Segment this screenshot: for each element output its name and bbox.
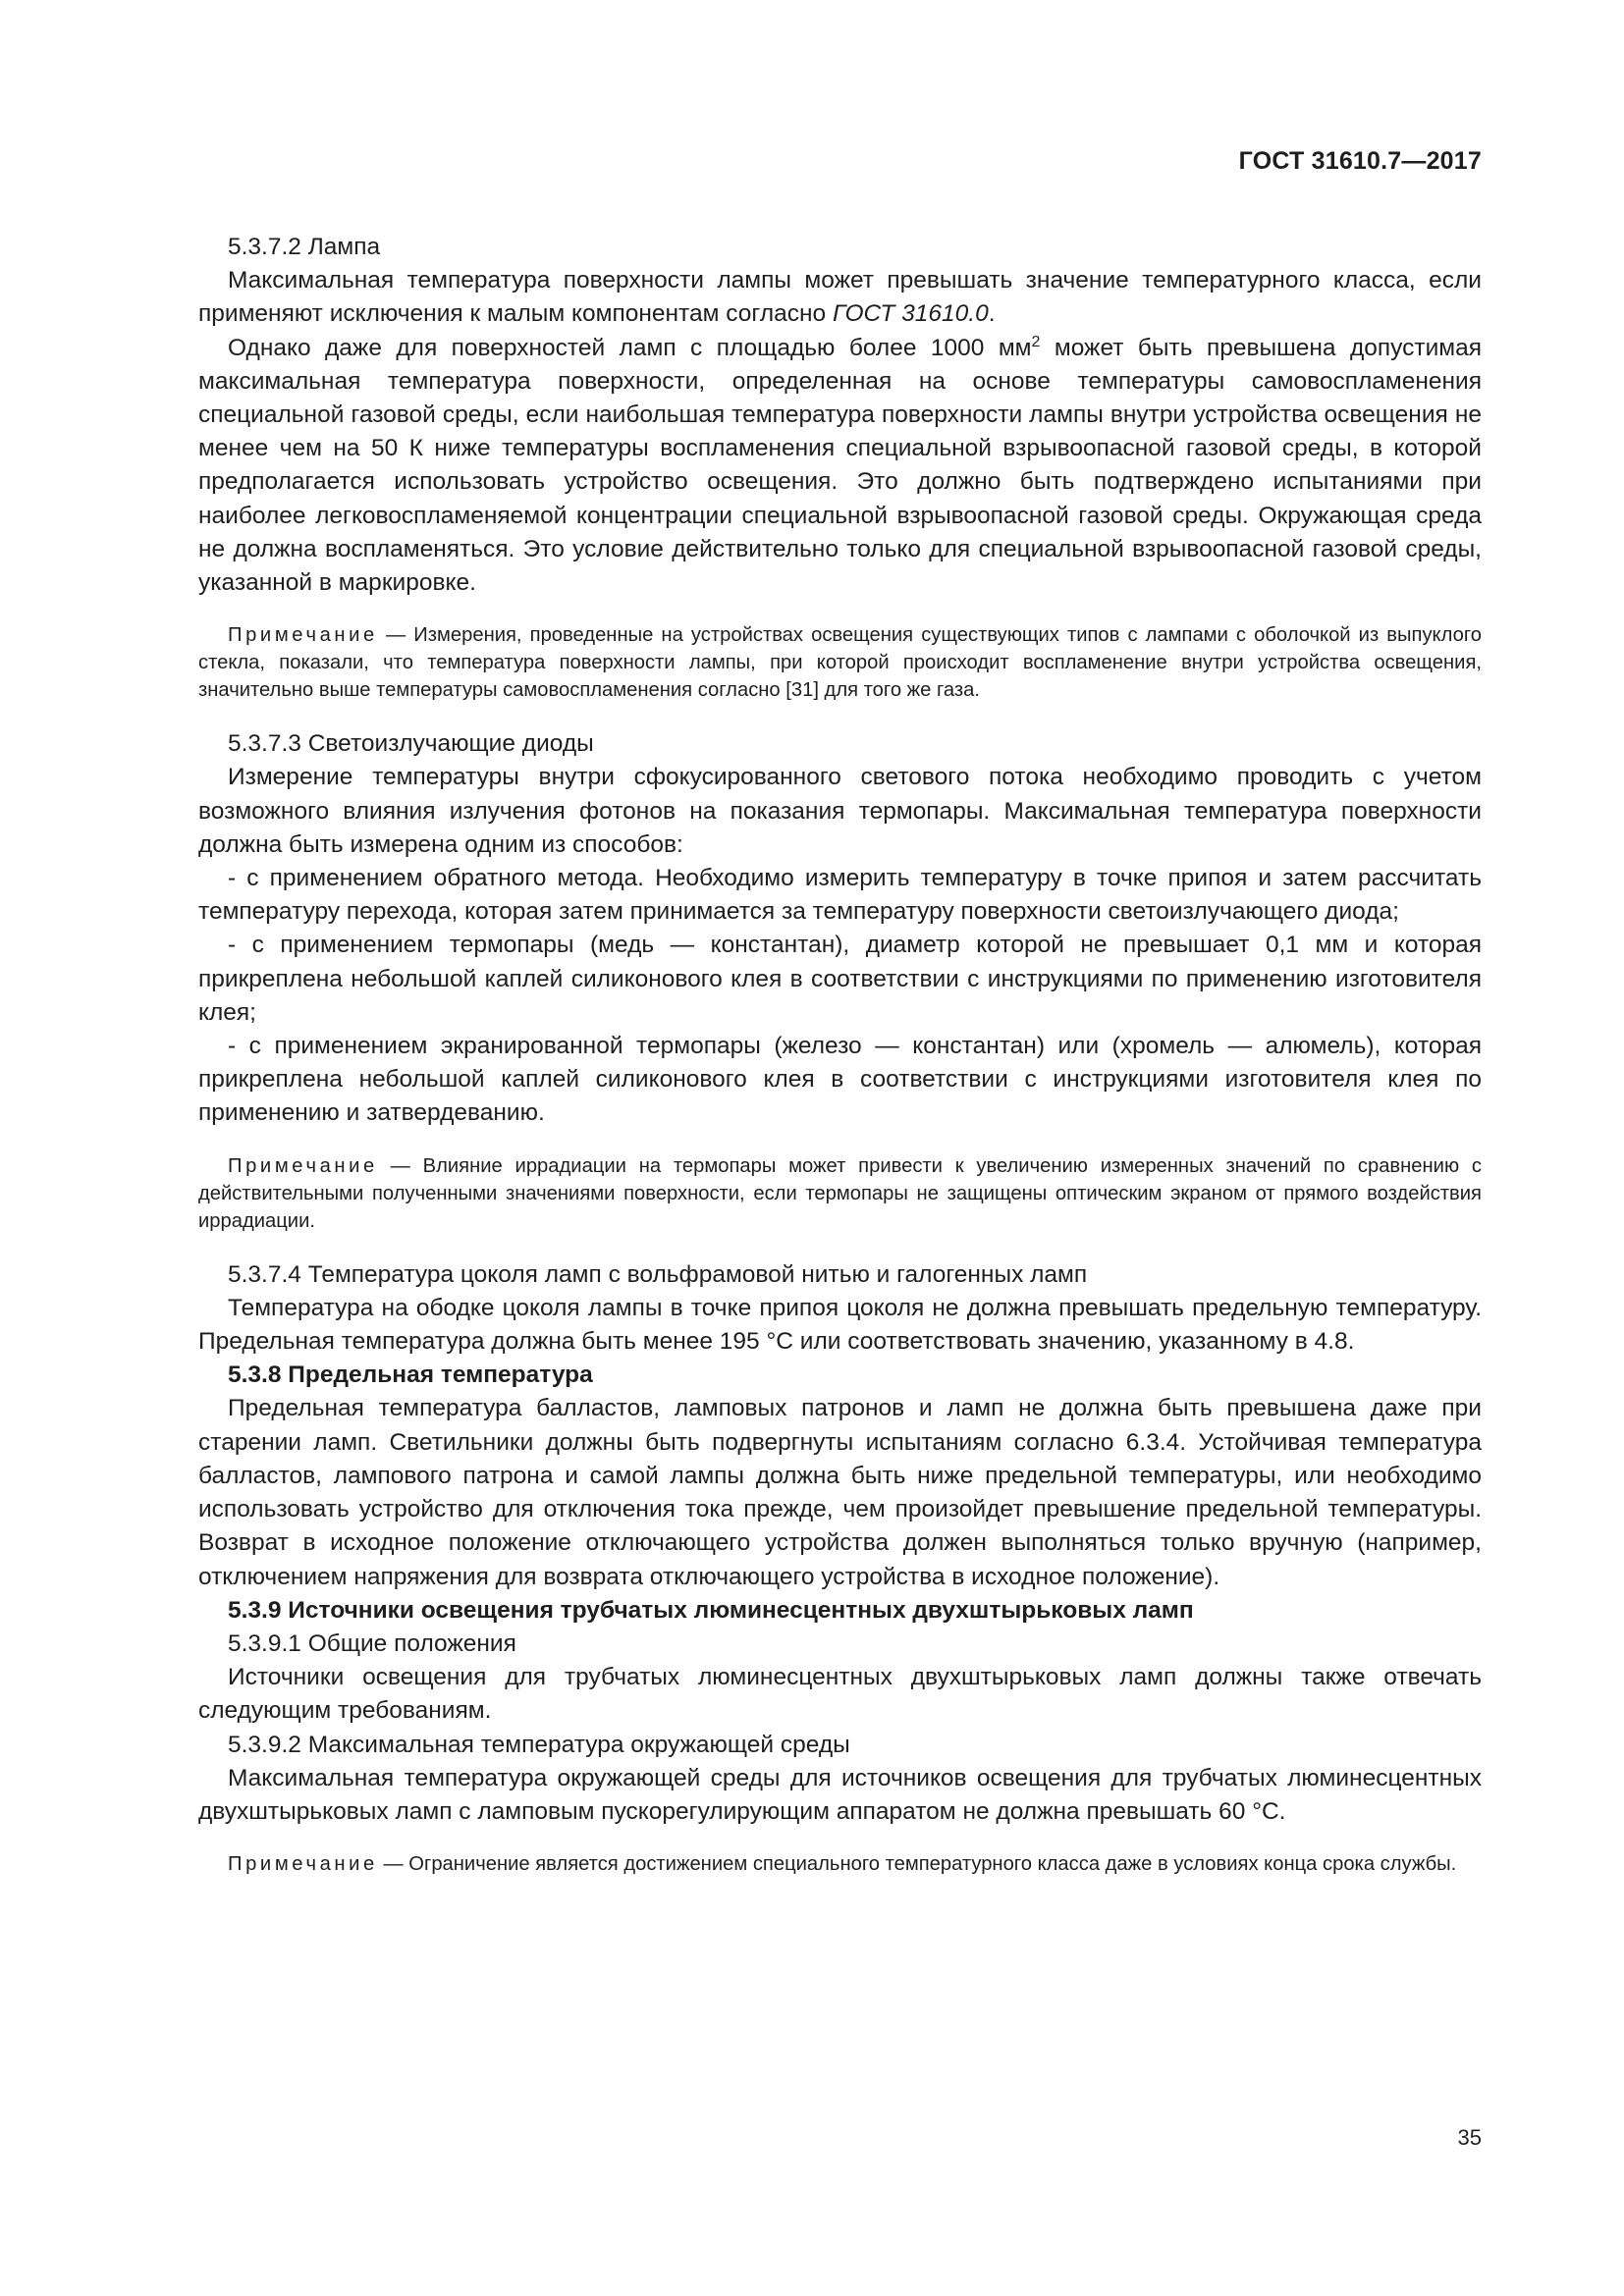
list-item: - с применением экранированной термопары (железо — константан) или (хромель — алюмель), которая прикреплена небольшой каплей силиконового клея в соответствии с инструкциями изготовителя клея по применению и затвердеванию. <box>198 1033 1482 1127</box>
paragraph-text: Максимальная температура поверхности лампы может превышать значение температурного класса, если применяют исключения к малым компонентам согласно <box>198 267 1482 328</box>
section-5-3-8-title: 5.3.8 Предельная температура <box>228 1362 593 1389</box>
section-5-3-9-2-title: 5.3.9.2 Максимальная температура окружающей среды <box>228 1731 850 1758</box>
section-5-3-7-3-title: 5.3.7.3 Светоизлучающие диоды <box>228 730 594 758</box>
note-5-3-7-2 <box>198 621 1482 704</box>
superscript: 2 <box>1031 333 1041 350</box>
paragraph-text: . <box>988 300 996 328</box>
section-5-3-7-4-paragraph-1: Температура на ободке цоколя лампы в точке припоя цоколя не должна превышать предельную температуру. Предельная температура должна быть менее 195 °С или соответствовать значению, указанному в 4.8. <box>198 1294 1482 1356</box>
note-lead: Примечание <box>228 1154 378 1177</box>
section-5-3-9-2-paragraph: Максимальная температура окружающей среды для источников освещения для трубчатых люминесцентных двухштырьковых ламп с ламповым пускорегулирующим аппаратом не должна превышать 60 °С. <box>198 1764 1482 1825</box>
note-5-3-7-3 <box>198 1152 1482 1235</box>
document-id-header: ГОСТ 31610.7—2017 <box>1238 147 1482 175</box>
list-item: - с применением термопары (медь — константан), диаметр которой не превышает 0,1 мм и которая прикреплена небольшой каплей силиконового клея в соответствии с инструкциями по применению изготовителя клея; <box>198 932 1482 1026</box>
list-item: - с применением обратного метода. Необходимо измерить температуру в точке припоя и затем рассчитать температуру перехода, которая затем принимается за температуру поверхности светоизлучающего диода; <box>198 865 1482 926</box>
page-number: 35 <box>1457 2125 1482 2150</box>
section-5-3-8-paragraph-1: Предельная температура балластов, ламповых патронов и ламп не должна быть превышена даже при старении ламп. Светильники должны быть подвергнуты испытаниям согласно 6.3.4. Устойчивая температура балластов, лампового патрона и самой лампы должна быть ниже предельной температуры, или необходимо использовать устройство для отключения тока прежде, чем произойдет превышение предельной температуры. Возврат в исходное положение отключающего устройства должен выполняться только вручную (например, отключением напряжения для возврата отключающего устройства в исходное положение). <box>198 1395 1482 1590</box>
note-text: — Влияние иррадиации на термопары может привести к увеличению измеренных значений по сравнению с действительными полученными значениями поверхности, если термопары не защищены оптическим экраном от прямого воздействия иррадиации. <box>198 1154 1482 1232</box>
section-5-3-7-2-paragraph-2 <box>198 332 1482 601</box>
page-content <box>198 231 1482 1878</box>
note-lead: Примечание <box>228 1853 378 1876</box>
paragraph-text: может быть превышена допустимая максимальная температура поверхности, определенная на основе температуры самовоспламенения специальной газовой среды, если наибольшая температура поверхности лампы внутри устройства освещения не менее чем на 50 К ниже температуры воспламенения специальной взрывоопасной газовой среды, в которой предполагается использовать устройство освещения. Это должно быть подтверждено испытаниями при наиболее легковоспламеняемой концентрации специальной взрывоопасной газовой среды. Окружающая среда не должна воспламеняться. Это условие действительно только для специальной взрывоопасной газовой среды, указанной в маркировке. <box>198 334 1483 597</box>
note-5-3-9-2 <box>198 1850 1482 1878</box>
note-text: — Ограничение является достижением специального температурного класса даже в условиях конца срока службы. <box>377 1853 1457 1876</box>
paragraph-text: Однако даже для поверхностей ламп с площадью более 1000 мм <box>228 334 1032 361</box>
note-lead: Примечание <box>228 624 378 647</box>
section-5-3-7-4-title: 5.3.7.4 Температура цоколя ламп с вольфрамовой нитью и галогенных ламп <box>228 1260 1088 1288</box>
section-5-3-7-3-paragraph-1: Измерение температуры внутри сфокусированного светового потока необходимо проводить с учетом возможного влияния излучения фотонов на показания термопары. Максимальная температура поверхности должна быть измерена одним из способов: <box>198 764 1482 858</box>
section-5-3-9-title: 5.3.9 Источники освещения трубчатых люминесцентных двухштырьковых ламп <box>228 1596 1194 1624</box>
note-text: — Измерения, проведенные на устройствах освещения существующих типов с лампами с оболочкой из выпуклого стекла, показали, что температура поверхности лампы, при которой происходит воспламенение внутри устройства освещения, значительно выше температуры самовоспламенения согласно [31] для того же газа. <box>198 624 1482 702</box>
section-5-3-7-2-paragraph-1 <box>198 264 1482 331</box>
section-5-3-7-2-title: 5.3.7.2 Лампа <box>228 234 381 260</box>
standard-reference: ГОСТ 31610.0 <box>832 300 989 328</box>
section-5-3-9-1-paragraph: Источники освещения для трубчатых люминесцентных двухштырьковых ламп должны также отвечать следующим требованиям. <box>198 1664 1482 1725</box>
section-5-3-9-1-title: 5.3.9.1 Общие положения <box>228 1629 516 1657</box>
